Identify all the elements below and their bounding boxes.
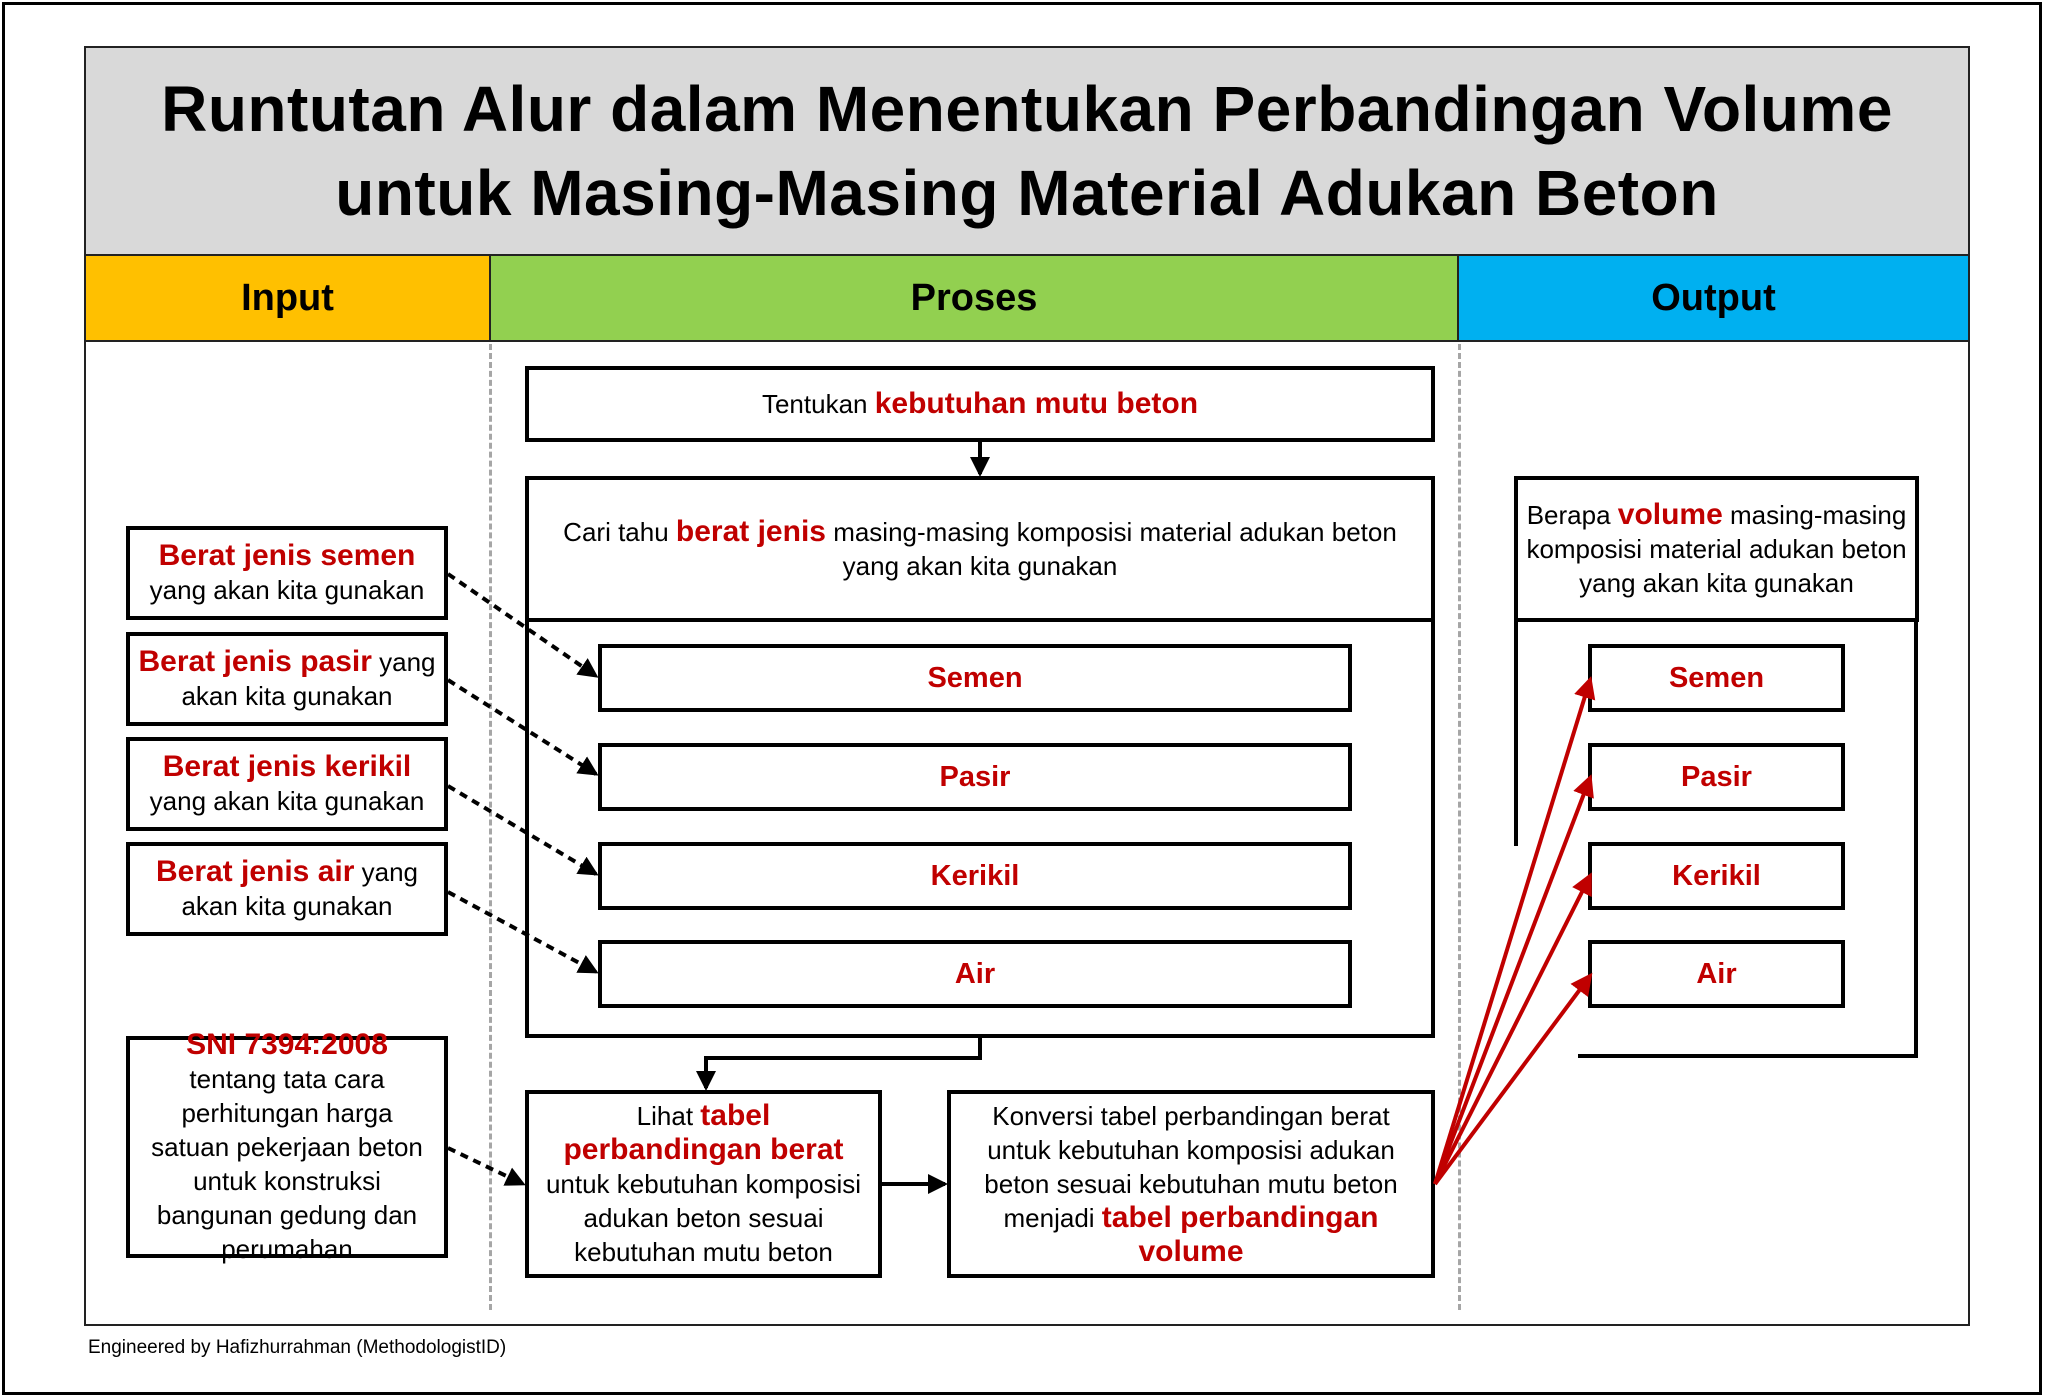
process-material-semen (598, 644, 1352, 712)
output-material-pasir (1588, 743, 1845, 811)
process-step-mutu-beton (525, 366, 1435, 442)
output-material-air (1588, 940, 1845, 1008)
output-material-air-label: Air (1696, 957, 1737, 990)
output-question-post: masing-masing komposisi material adukan beton yang akan kita gunakan (1526, 500, 1907, 598)
output-material-semen (1588, 644, 1845, 712)
input-box-sni (126, 1028, 448, 1264)
input-semen-rest: yang akan kita gunakan (149, 575, 425, 605)
input-kerikil-rest: yang akan kita gunakan (149, 786, 425, 816)
column-divider-right (1458, 344, 1461, 1310)
output-question-bold: volume (1617, 498, 1723, 531)
step1-pre: Tentukan (761, 389, 875, 419)
input-pasir-bold: Berat jenis pasir (138, 645, 372, 678)
input-kerikil-bold: Berat jenis kerikil (162, 750, 412, 783)
process-material-semen-label: Semen (927, 661, 1023, 694)
input-sni-bold: SNI 7394:2008 (186, 1028, 388, 1061)
process-step-tabel-berat (525, 1090, 882, 1278)
step2-post: masing-masing komposisi material adukan beton yang akan kita gunakan (825, 517, 1397, 581)
step2-bold: berat jenis (675, 515, 826, 548)
input-box-semen (126, 526, 448, 620)
output-material-semen-label: Semen (1668, 661, 1765, 694)
header-output: Output (1459, 256, 1968, 342)
process-material-kerikil (598, 842, 1352, 910)
footer-credit: Engineered by Hafizhurrahman (MethodologistID) (88, 1337, 507, 1358)
input-box-air (126, 842, 448, 936)
process-material-air-label: Air (954, 957, 996, 990)
output-material-kerikil-label: Kerikil (1672, 859, 1761, 892)
column-divider-left (489, 344, 492, 1310)
title-line-2: untuk Masing-Masing Material Adukan Beton (335, 157, 1719, 229)
header-proses: Proses (491, 256, 1459, 342)
process-step-tabel-volume (947, 1090, 1435, 1278)
output-question-box (1514, 476, 1919, 622)
process-material-pasir (598, 743, 1352, 811)
output-question-pre: Berapa (1526, 500, 1618, 530)
title-line-1: Runtutan Alur dalam Menentukan Perbandingan Volume (161, 73, 1893, 145)
input-semen-bold: Berat jenis semen (158, 539, 416, 572)
input-air-rest: yang akan kita gunakan (181, 857, 419, 921)
step1-bold: kebutuhan mutu beton (874, 387, 1199, 420)
output-material-kerikil (1588, 842, 1845, 910)
step4-bold: tabel perbandingan volume (1101, 1201, 1379, 1268)
step3-post: untuk kebutuhan komposisi adukan beton sesuai kebutuhan mutu beton (545, 1169, 862, 1267)
process-material-pasir-label: Pasir (939, 760, 1011, 793)
input-box-pasir (126, 632, 448, 726)
input-box-kerikil (126, 737, 448, 831)
input-pasir-rest: yang akan kita gunakan (181, 647, 436, 711)
header-input: Input (86, 256, 491, 342)
process-material-air (598, 940, 1352, 1008)
title-bar (86, 48, 1968, 256)
input-sni-rest: tentang tata cara perhitungan harga satuan pekerjaan beton untuk konstruksi bangunan gedung dan perumahan (151, 1064, 423, 1264)
step4-pre: Konversi tabel perbandingan berat untuk kebutuhan komposisi adukan beton sesuai kebutuhan mutu beton menjadi (984, 1101, 1398, 1233)
step3-bold: tabel perbandingan berat (563, 1099, 844, 1166)
output-material-pasir-label: Pasir (1681, 760, 1752, 793)
input-air-bold: Berat jenis air (155, 855, 355, 888)
process-material-kerikil-label: Kerikil (930, 859, 1020, 892)
step2-pre: Cari tahu (563, 517, 676, 547)
berat-jenis-header (529, 480, 1431, 622)
step3-pre: Lihat (636, 1101, 701, 1131)
